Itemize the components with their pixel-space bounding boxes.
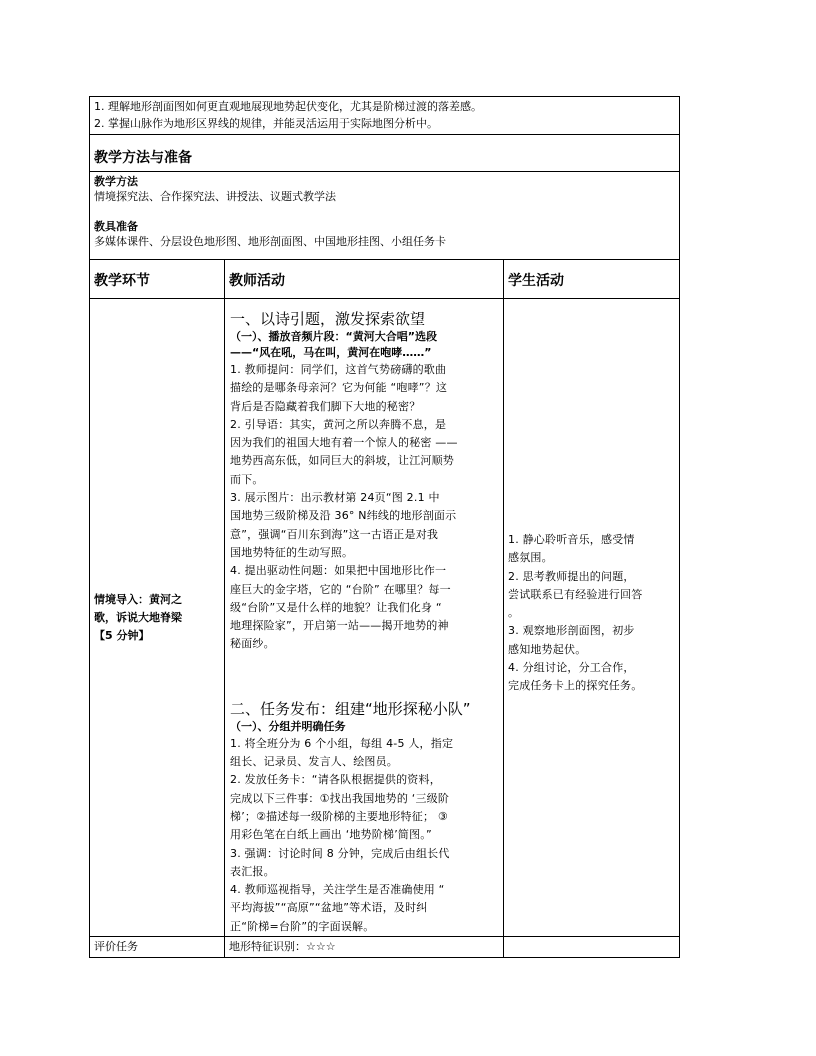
- methods-title-cell: [90, 135, 680, 172]
- method-title: 教学方法: [94, 175, 138, 188]
- teacher-text: 平均海拔”“高原”“盆地”等术语，及时纠: [230, 901, 428, 915]
- teacher-text: 3. 展示图片：出示教材第 24页“图 2.1 中: [230, 491, 440, 505]
- teacher-text: 2. 引导语：其实，黄河之所以奔腾不息，是: [230, 417, 447, 431]
- student-text: 2. 思考教师提出的问题，: [508, 569, 635, 583]
- tools-title: 教具准备: [94, 220, 138, 233]
- stage-duration: 【5 分钟】: [94, 628, 150, 642]
- teacher-text: 完成以下三件事：①找出我国地势的 ‘三级阶: [230, 791, 450, 805]
- evaluation-empty-cell: [504, 937, 680, 958]
- teacher-text: 表汇报。: [230, 864, 275, 878]
- stage-cell: [90, 299, 225, 937]
- student-text: 感氛围。: [508, 551, 553, 565]
- teacher-text: 级“台阶”又是什么样的地貌？让我们化身 “: [230, 600, 442, 614]
- teacher-text: 正“阶梯=台阶”的字面误解。: [230, 919, 375, 933]
- evaluation-label-cell: [90, 937, 225, 958]
- header-teacher: 教师活动: [225, 260, 504, 299]
- student-text: 3. 观察地形剖面图，初步: [508, 624, 635, 638]
- tools-text: 多媒体课件、分层设色地形图、地形剖面图、中国地形挂图、小组任务卡: [94, 235, 446, 248]
- student-text: 完成任务卡上的探究任务。: [508, 679, 643, 693]
- teacher-text: 而下。: [230, 472, 264, 486]
- evaluation-label: 评价任务: [94, 940, 138, 954]
- activity-row: [90, 299, 680, 937]
- stage-label: 歌，诉说大地脊梁: [94, 610, 182, 624]
- student-text: 尝试联系已有经验进行回答: [508, 587, 643, 601]
- student-text: 。: [508, 606, 520, 620]
- objectives-row: [90, 97, 680, 135]
- student-cell: [504, 299, 680, 937]
- header-stage: 教学环节: [90, 260, 225, 299]
- teacher-text: 背后是否隐藏着我们脚下大地的秘密？: [230, 399, 421, 413]
- table-header-row: [90, 260, 680, 299]
- lesson-plan-table: [89, 96, 680, 958]
- teacher-text: 地理探险家”，开启第一站——揭开地势的神: [230, 619, 449, 633]
- method-text: 情境探究法、合作探究法、讲授法、议题式教学法: [94, 190, 336, 203]
- evaluation-text: 地形特征识别：☆☆☆: [229, 940, 336, 954]
- methods-title-row: [90, 135, 680, 172]
- stage-label: 情境导入：黄河之: [94, 592, 182, 606]
- part1-heading: 一、以诗引题，激发探索欲望: [230, 310, 426, 328]
- teacher-cell: [225, 299, 504, 937]
- part2-subheading: （一）、分组并明确任务: [230, 719, 346, 733]
- evaluation-row: [90, 937, 680, 958]
- student-text: 4. 分组讨论，分工合作，: [508, 661, 635, 675]
- document-page: [89, 96, 679, 958]
- teacher-text: 国地势特征的生动写照。: [230, 545, 354, 559]
- teacher-text: 因为我们的祖国大地有着一个惊人的秘密 ——: [230, 436, 458, 450]
- methods-content-row: [90, 172, 680, 260]
- evaluation-text-cell: [225, 937, 504, 958]
- teacher-text: 描绘的是哪条母亲河？它为何能 “咆哮”？这: [230, 381, 448, 395]
- teacher-text: 用彩色笔在白纸上画出 ‘地势阶梯’简图。”: [230, 828, 432, 842]
- teacher-text: 3. 强调：讨论时间 8 分钟，完成后由组长代: [230, 846, 450, 860]
- teacher-text: 梯’；②描述每一级阶梯的主要地形特征； ③: [230, 809, 448, 823]
- objectives-cell: [90, 97, 680, 135]
- methods-content-cell: [90, 172, 680, 260]
- teacher-text: 4. 教师巡视指导，关注学生是否准确使用 “: [230, 883, 445, 897]
- objective-item: 1. 理解地形剖面图如何更直观地展现地势起伏变化，尤其是阶梯过渡的落差感。: [94, 100, 482, 113]
- teacher-text: 秘面纱。: [230, 637, 275, 651]
- objective-item: 2. 掌握山脉作为地形区界线的规律，并能灵活运用于实际地图分析中。: [94, 117, 438, 130]
- teacher-text: 1. 教师提问：同学们，这首气势磅礴的歌曲: [230, 363, 447, 376]
- part1-subheading: （一）、播放音频片段：“黄河大合唱”选段: [230, 330, 437, 343]
- teacher-text: 1. 将全班分为 6 个小组，每组 4-5 人，指定: [230, 736, 454, 750]
- teacher-text: 地势西高东低，如同巨大的斜坡，让江河顺势: [230, 454, 454, 468]
- teacher-text: 组长、记录员、发言人、绘图员。: [230, 755, 398, 769]
- teacher-text: 意”，强调“百川东到海”这一古语正是对我: [230, 527, 439, 541]
- part1-subheading: ——“风在吼，马在叫，黄河在咆哮……”: [230, 346, 432, 359]
- teacher-text: 4. 提出驱动性问题：如果把中国地形比作一: [230, 564, 447, 578]
- section-title: 教学方法与准备: [94, 150, 192, 166]
- teacher-text: 国地势三级阶梯及沿 36° N纬线的地形剖面示: [230, 509, 457, 523]
- teacher-text: 座巨大的金字塔，它的 “台阶” 在哪里？每一: [230, 582, 451, 596]
- student-text: 1. 静心聆听音乐，感受情: [508, 533, 635, 546]
- teacher-text: 2. 发放任务卡：“请各队根据提供的资料，: [230, 773, 441, 787]
- header-student: 学生活动: [504, 260, 680, 299]
- student-text: 感知地势起伏。: [508, 642, 587, 656]
- part2-heading: 二、任务发布：组建“地形探秘小队”: [230, 699, 471, 718]
